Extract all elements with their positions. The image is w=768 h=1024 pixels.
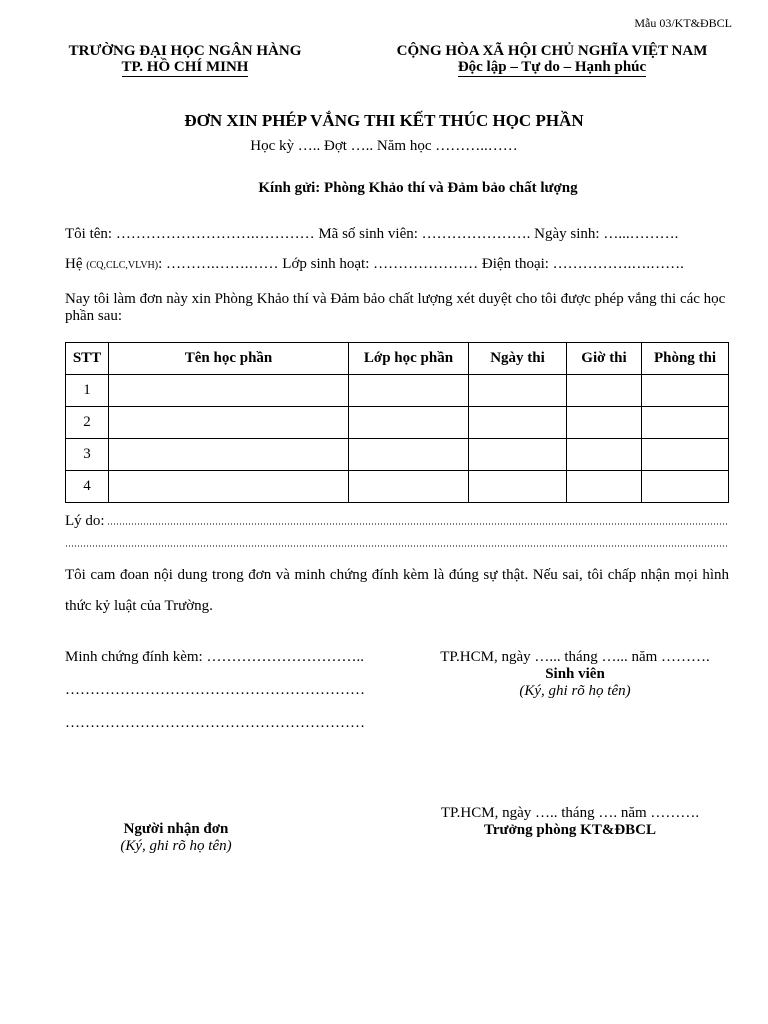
course-name-cell[interactable] bbox=[109, 407, 349, 439]
course-name-cell[interactable] bbox=[109, 439, 349, 471]
dept-sign-title: Trưởng phòng KT&ĐBCL bbox=[483, 822, 657, 838]
national-motto: Độc lập – Tự do – Hạnh phúc bbox=[457, 59, 647, 75]
school-header bbox=[40, 43, 330, 77]
evidence-field[interactable]: Minh chứng đính kèm: ………………………….. bbox=[65, 649, 364, 665]
national-header bbox=[372, 43, 732, 77]
program-label: Hệ bbox=[65, 256, 87, 272]
course-class-cell[interactable] bbox=[349, 375, 469, 407]
exam-room-cell[interactable] bbox=[642, 471, 729, 503]
table-row bbox=[66, 407, 729, 439]
exam-date-cell[interactable] bbox=[469, 471, 567, 503]
student-sign-note: (Ký, ghi rõ họ tên) bbox=[519, 683, 631, 699]
table-row bbox=[66, 375, 729, 407]
student-info-line-2 bbox=[65, 256, 684, 273]
course-class-cell[interactable] bbox=[349, 471, 469, 503]
class-phone-fields: : ……….…….…… Lớp sinh hoạt: ………………… Điện thoại: …………….….……. bbox=[158, 256, 684, 272]
reason-label: Lý do: bbox=[65, 513, 105, 529]
exam-table bbox=[65, 342, 729, 503]
row-number: 2 bbox=[66, 407, 109, 439]
student-signature-block bbox=[415, 649, 735, 700]
exam-date-cell[interactable] bbox=[469, 375, 567, 407]
evidence-line-1[interactable]: …………………………………………………… bbox=[65, 682, 365, 698]
reason-dotted-line-2[interactable] bbox=[65, 545, 728, 547]
row-number: 1 bbox=[66, 375, 109, 407]
recipient-line: Kính gửi: Phòng Khảo thí và Đảm bảo chất lượng bbox=[258, 180, 578, 196]
commitment-paragraph: Tôi cam đoan nội dung trong đơn và minh chứng đính kèm là đúng sự thật. Nếu sai, tôi chấp nhận mọi hình thức kỷ luật của Trường. bbox=[65, 567, 729, 614]
student-sign-title: Sinh viên bbox=[545, 666, 605, 682]
reason-dotted-line bbox=[107, 523, 728, 525]
course-class-cell[interactable] bbox=[349, 407, 469, 439]
exam-time-cell[interactable] bbox=[567, 471, 642, 503]
student-info-line-1: Tôi tên: ……………………….………… Mã số sinh viên: …………………. Ngày sinh: …...………. bbox=[65, 226, 679, 242]
reason-field[interactable] bbox=[65, 513, 728, 530]
exam-room-cell[interactable] bbox=[642, 407, 729, 439]
student-sign-date: TP.HCM, ngày …... tháng …... năm ………. bbox=[440, 649, 710, 665]
exam-time-cell[interactable] bbox=[567, 375, 642, 407]
program-types: (CQ,CLC,VLVH) bbox=[86, 260, 159, 271]
form-code: Mẫu 03/KT&ĐBCL bbox=[634, 16, 732, 30]
school-name-line2: TP. HỒ CHÍ MINH bbox=[121, 59, 249, 75]
exam-date-cell[interactable] bbox=[469, 439, 567, 471]
col-header-course-class: Lớp học phần bbox=[349, 343, 469, 375]
exam-time-cell[interactable] bbox=[567, 407, 642, 439]
col-header-exam-room: Phòng thi bbox=[642, 343, 729, 375]
table-header-row bbox=[66, 343, 729, 375]
exam-room-cell[interactable] bbox=[642, 439, 729, 471]
course-name-cell[interactable] bbox=[109, 471, 349, 503]
dept-sign-date: TP.HCM, ngày ….. tháng …. năm ………. bbox=[440, 805, 700, 821]
exam-time-cell[interactable] bbox=[567, 439, 642, 471]
school-name-line1: TRƯỜNG ĐẠI HỌC NGÂN HÀNG bbox=[68, 43, 302, 59]
col-header-stt: STT bbox=[66, 343, 109, 375]
row-number: 3 bbox=[66, 439, 109, 471]
col-header-course-name: Tên học phần bbox=[109, 343, 349, 375]
table-row bbox=[66, 439, 729, 471]
row-number: 4 bbox=[66, 471, 109, 503]
col-header-exam-date: Ngày thi bbox=[469, 343, 567, 375]
document-title: ĐƠN XIN PHÉP VẮNG THI KẾT THÚC HỌC PHẦN bbox=[184, 111, 584, 130]
receiver-sign-title: Người nhận đơn bbox=[123, 821, 229, 837]
course-name-cell[interactable] bbox=[109, 375, 349, 407]
receiver-signature-block bbox=[56, 821, 296, 855]
evidence-line-2[interactable]: …………………………………………………… bbox=[65, 715, 365, 731]
exam-room-cell[interactable] bbox=[642, 375, 729, 407]
semester-line: Học kỳ ….. Đợt ….. Năm học ………..…… bbox=[250, 138, 518, 154]
col-header-exam-time: Giờ thi bbox=[567, 343, 642, 375]
table-row bbox=[66, 471, 729, 503]
exam-date-cell[interactable] bbox=[469, 407, 567, 439]
department-signature-block bbox=[410, 805, 730, 839]
request-paragraph: Nay tôi làm đơn này xin Phòng Khảo thí và Đảm bảo chất lượng xét duyệt cho tôi được phép vắng thi các học phần sau: bbox=[65, 291, 726, 324]
republic-name: CỘNG HÒA XÃ HỘI CHỦ NGHĨA VIỆT NAM bbox=[396, 43, 708, 59]
receiver-sign-note: (Ký, ghi rõ họ tên) bbox=[120, 838, 232, 854]
course-class-cell[interactable] bbox=[349, 439, 469, 471]
